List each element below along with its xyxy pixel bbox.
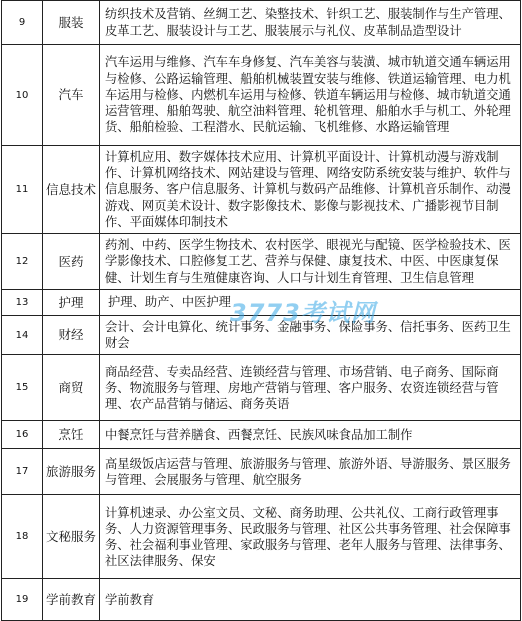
category-cell: 汽车 bbox=[43, 45, 100, 146]
row-number: 14 bbox=[2, 316, 43, 355]
table-row bbox=[2, 449, 521, 495]
majors-cell: 学前教育 bbox=[100, 579, 521, 621]
row-number: 15 bbox=[2, 355, 43, 421]
majors-cell: 护理、助产、中医护理 bbox=[100, 290, 521, 316]
row-number: 11 bbox=[2, 146, 43, 234]
category-cell: 商贸 bbox=[43, 355, 100, 421]
table-row bbox=[2, 355, 521, 421]
majors-cell: 计算机速录、办公室文员、文秘、商务助理、公共礼仪、工商行政管理事务、人力资源管理事务、民政服务与管理、社区公共事务管理、社会保障事务、社会福利事业管理、家政服务与管理、老年人服务与管理、法律事务、社区法律服务、保安 bbox=[100, 495, 521, 579]
majors-cell: 高星级饭店运营与管理、旅游服务与管理、旅游外语、导游服务、景区服务与管理、会展服务与管理、航空服务 bbox=[100, 449, 521, 495]
row-number: 16 bbox=[2, 421, 43, 449]
category-cell: 学前教育 bbox=[43, 579, 100, 621]
table-row bbox=[2, 234, 521, 290]
category-cell: 财经 bbox=[43, 316, 100, 355]
row-number: 13 bbox=[2, 290, 43, 316]
category-cell: 医药 bbox=[43, 234, 100, 290]
category-cell: 护理 bbox=[43, 290, 100, 316]
majors-cell: 药剂、中药、医学生物技术、农村医学、眼视光与配镜、医学检验技术、医学影像技术、口腔修复工艺、营养与保健、康复技术、中医、中医康复保健、计划生育与生殖健康咨询、人口与计划生育管理、卫生信息管理 bbox=[100, 234, 521, 290]
row-number: 9 bbox=[2, 1, 43, 45]
table-row bbox=[2, 45, 521, 146]
table-row bbox=[2, 421, 521, 449]
row-number: 17 bbox=[2, 449, 43, 495]
majors-cell: 汽车运用与维修、汽车车身修复、汽车美容与装潢、城市轨道交通车辆运用与检修、公路运输管理、船舶机械装置安装与维修、铁道运输管理、电力机车运用与检修、内燃机车运用与检修、铁道车辆运用与检修、城市轨道交通运营管理、船舶驾驶、航空油料管理、轮机管理、船舶水手与机工、外轮理货、船舶检验、工程潜水、民航运输、飞机维修、水路运输管理 bbox=[100, 45, 521, 146]
row-number: 19 bbox=[2, 579, 43, 621]
majors-cell: 中餐烹饪与营养膳食、西餐烹饪、民族风味食品加工制作 bbox=[100, 421, 521, 449]
row-number: 18 bbox=[2, 495, 43, 579]
category-cell: 文秘服务 bbox=[43, 495, 100, 579]
table-row bbox=[2, 579, 521, 621]
row-number: 10 bbox=[2, 45, 43, 146]
majors-cell: 计算机应用、数字媒体技术应用、计算机平面设计、计算机动漫与游戏制作、计算机网络技术、网站建设与管理、网络安防系统安装与维护、软件与信息服务、客户信息服务、计算机与数码产品维修、计算机音乐制作、动漫游戏、网页美术设计、数字影像技术、影像与影视技术、广播影视节目制作、平面媒体印制技术 bbox=[100, 146, 521, 234]
category-cell: 信息技术 bbox=[43, 146, 100, 234]
majors-cell: 商品经营、专卖品经营、连锁经营与管理、市场营销、电子商务、国际商务、物流服务与管理、房地产营销与管理、客户服务、农资连锁经营与管理、农产品营销与储运、商务英语 bbox=[100, 355, 521, 421]
category-cell: 烹饪 bbox=[43, 421, 100, 449]
table-row bbox=[2, 1, 521, 45]
table-row bbox=[2, 495, 521, 579]
site-watermark: 3773考试网 bbox=[230, 299, 376, 327]
row-number: 12 bbox=[2, 234, 43, 290]
majors-cell: 会计、会计电算化、统计事务、金融事务、保险事务、信托事务、医药卫生财会 bbox=[100, 316, 521, 355]
category-cell: 服装 bbox=[43, 1, 100, 45]
category-cell: 旅游服务 bbox=[43, 449, 100, 495]
majors-cell: 纺织技术及营销、丝绸工艺、染整技术、针织工艺、服装制作与生产管理、皮革工艺、服装设计与工艺、服装展示与礼仪、皮革制品造型设计 bbox=[100, 1, 521, 45]
table-row bbox=[2, 146, 521, 234]
